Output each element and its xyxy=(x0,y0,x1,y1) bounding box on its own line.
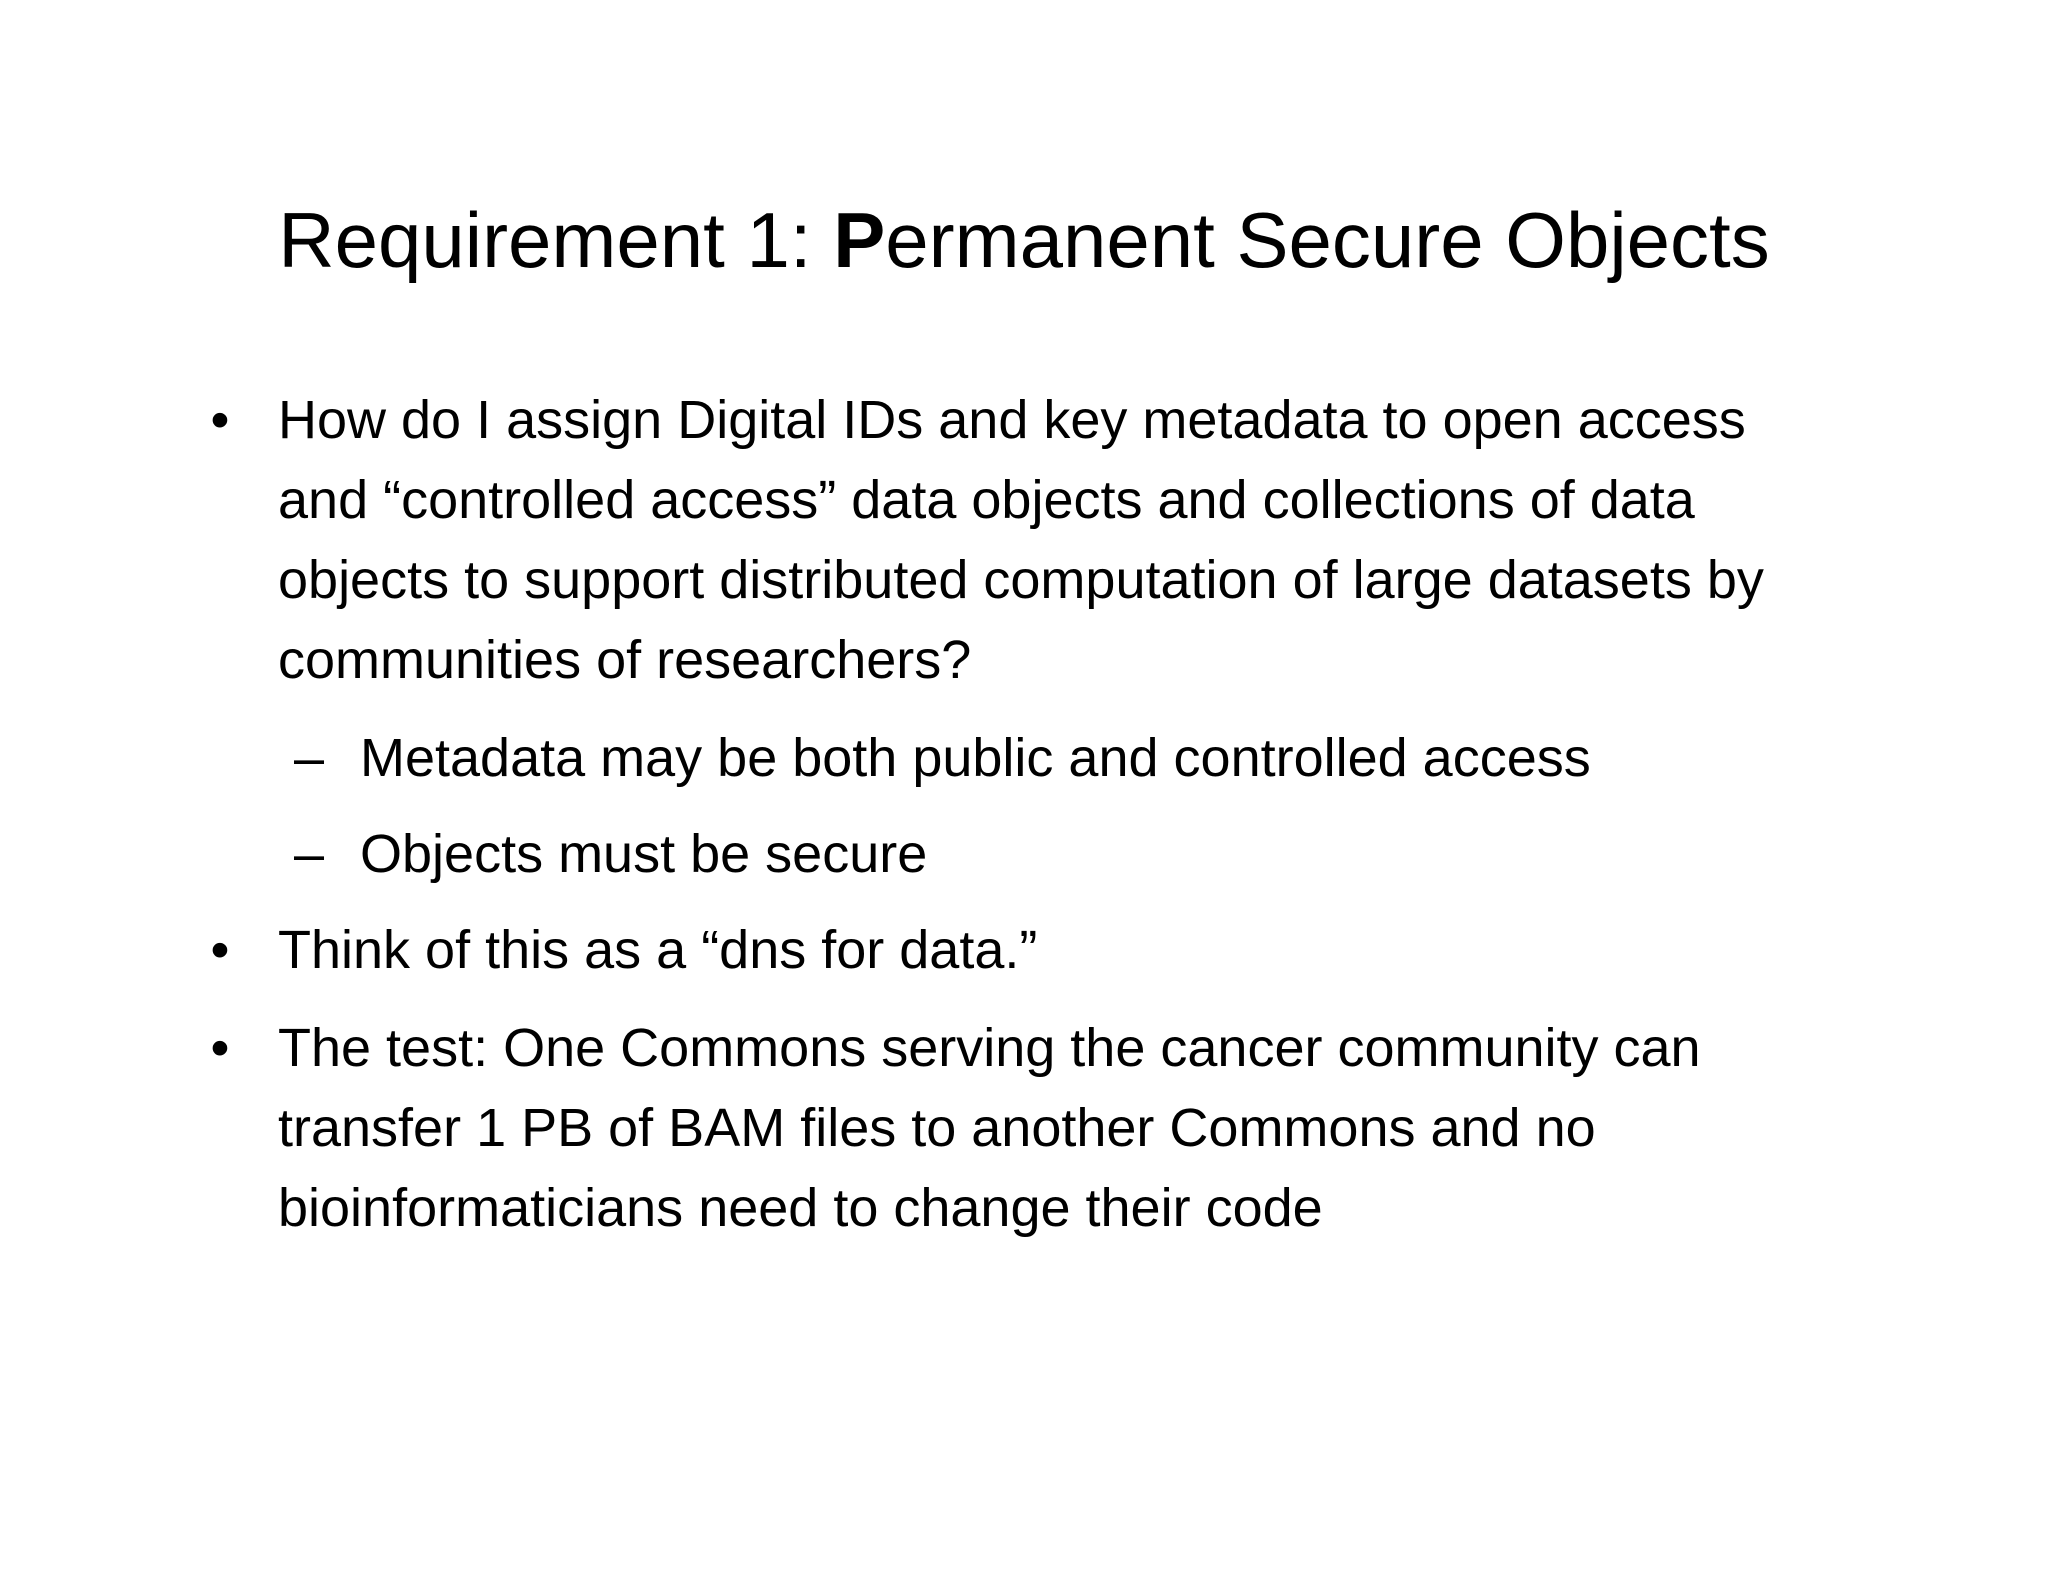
subbullet-marker: – xyxy=(294,728,325,788)
bullet-item xyxy=(200,1008,1840,1248)
subbullet-text: Objects must be secure xyxy=(360,824,928,884)
subbullet-marker: – xyxy=(294,824,325,884)
title-prefix: Requirement 1: xyxy=(278,196,834,284)
title-bold-letter: P xyxy=(833,196,886,284)
title-suffix: ermanent Secure Objects xyxy=(885,196,1770,284)
bullet-marker: • xyxy=(210,1018,230,1078)
slide-title xyxy=(0,190,2048,290)
slide-body xyxy=(200,380,1840,1248)
subbullet-text: Metadata may be both public and controlled access xyxy=(360,728,1591,788)
bullet-text: How do I assign Digital IDs and key metadata to open access and “controlled access” data objects and collections of data objects to support distributed computation of large datasets by communities of researchers? xyxy=(278,390,1764,690)
bullet-marker: • xyxy=(210,920,230,980)
bullet-item xyxy=(200,910,1840,990)
bullet-item xyxy=(200,380,1840,700)
bullet-text: The test: One Commons serving the cancer community can transfer 1 PB of BAM files to another Commons and no bioinformaticians need to change their code xyxy=(278,1018,1701,1238)
subbullet-item xyxy=(200,718,1840,798)
bullet-marker: • xyxy=(210,390,230,450)
subbullet-item xyxy=(200,814,1840,894)
bullet-text: Think of this as a “dns for data.” xyxy=(278,920,1038,980)
